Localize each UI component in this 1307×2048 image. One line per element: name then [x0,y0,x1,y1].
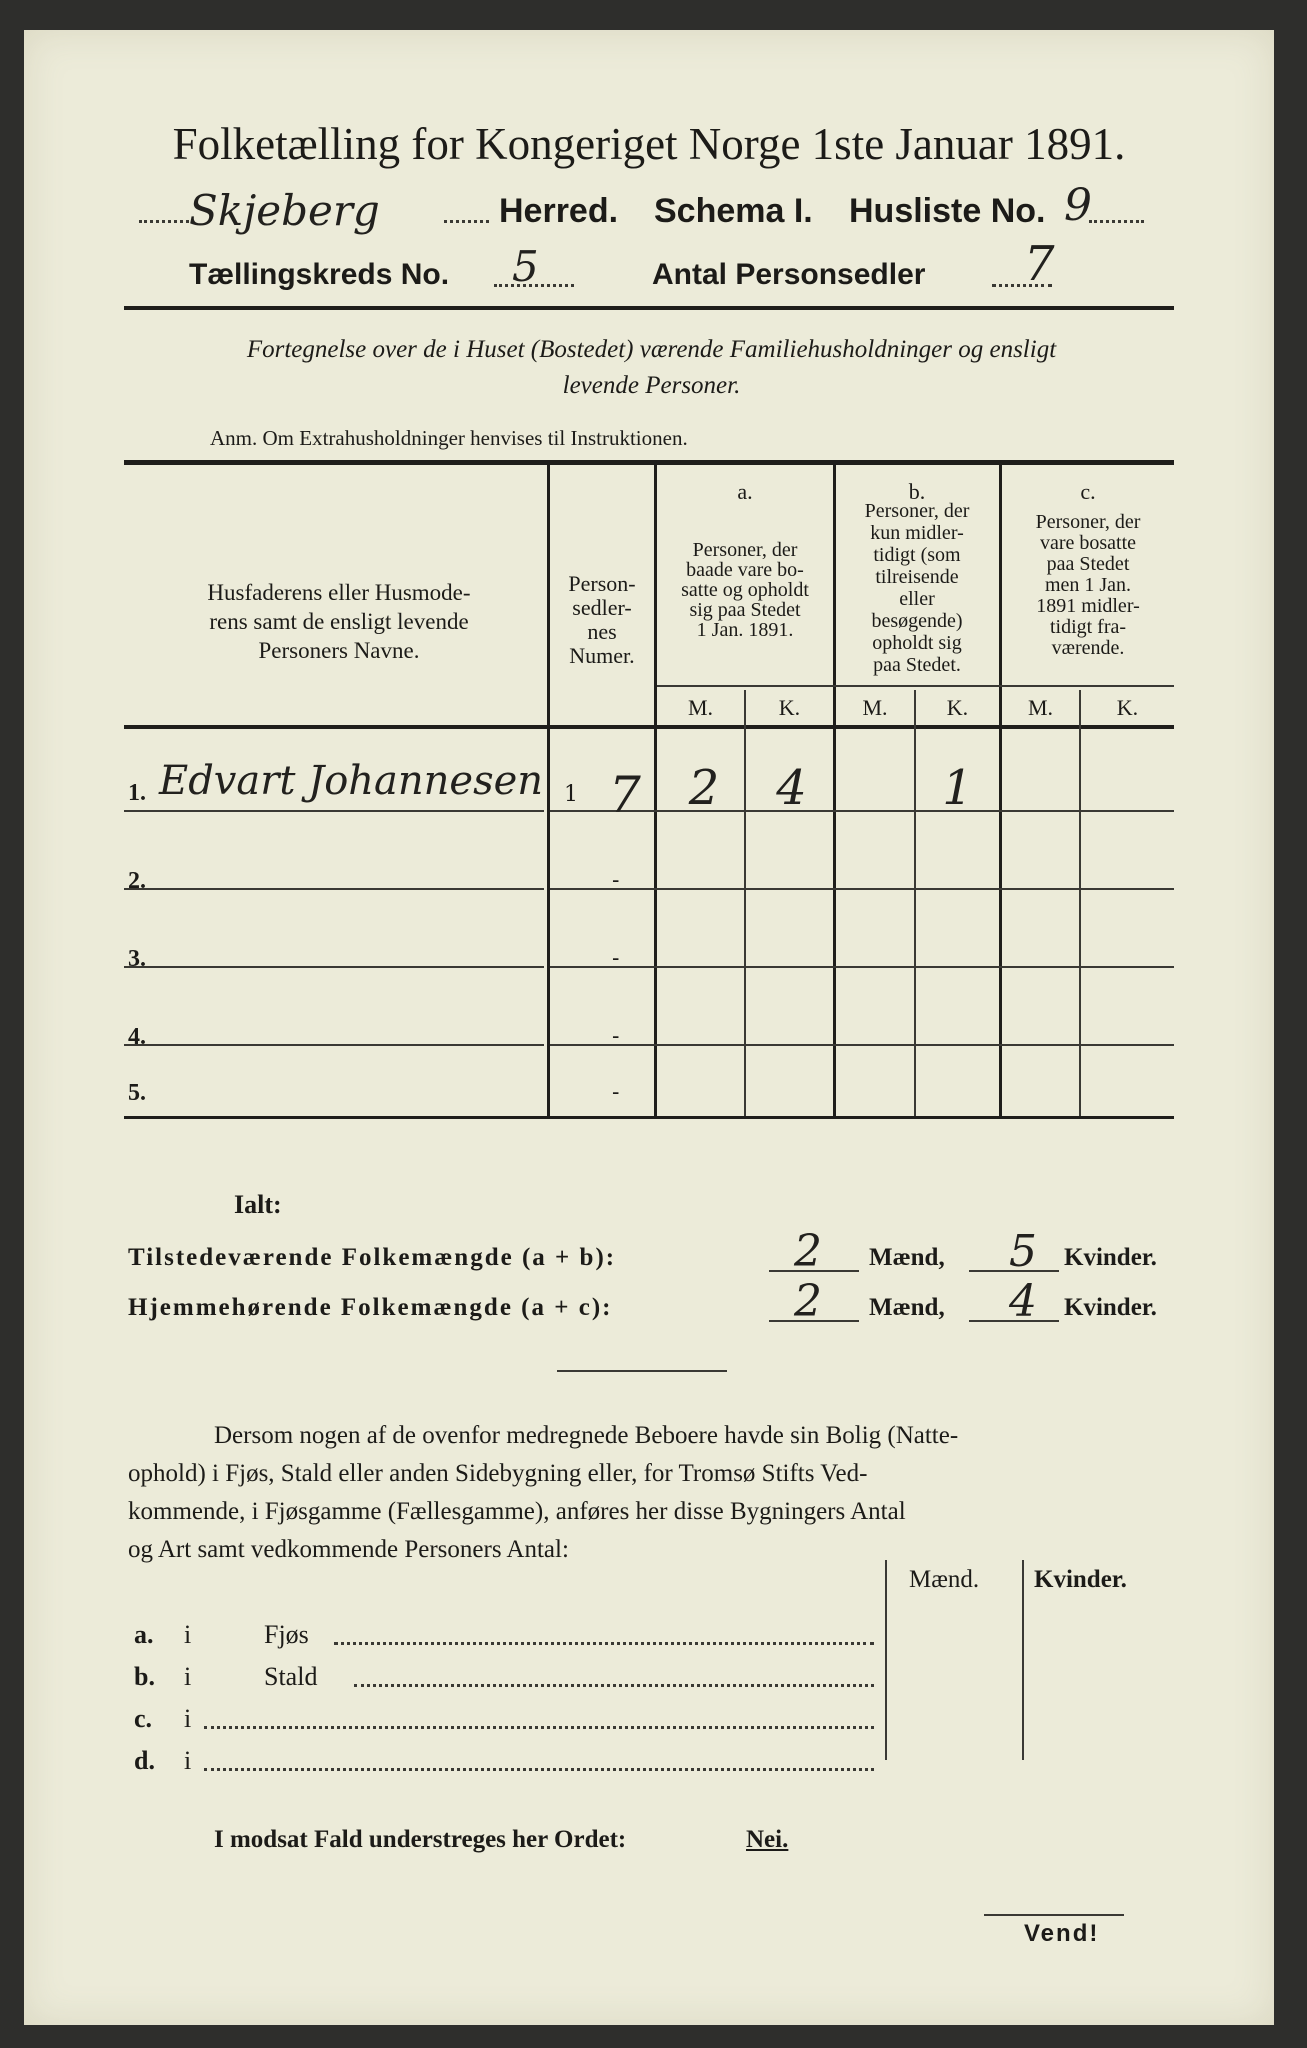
row-2-line-right [550,888,1174,890]
total-resident-kvinder: 4 [1009,1276,1037,1327]
schema-label: Schema I. [654,192,813,230]
kreds-value: 5 [512,242,539,291]
row-1-numer-prefix: 1 [564,782,578,807]
total-resident-kvinder-label: Kvinder. [1064,1294,1157,1321]
col-c-m-label: M. [1027,695,1054,720]
building-b-label: Stald [264,1662,318,1691]
col-line-b-mk [914,690,916,1116]
row-1-name: Edvart Johannesen [159,758,544,804]
kreds-label: Tællingskreds No. [189,258,450,291]
buildings-col-line-2 [1022,1560,1024,1760]
col-line-a-mk [744,690,746,1116]
row-3-line [124,966,544,968]
numer-header: Person- sedler- nes Numer. [568,571,636,668]
col-c-k-label: K. [1116,695,1139,720]
total-present-kvinder-label: Kvinder. [1064,1244,1157,1271]
row-2-numer: - [612,868,620,893]
anm-note: Anm. Om Extrahusholdninger henvises til Instruktionen. [210,426,688,450]
buildings-kvinder-header: Kvinder. [1034,1566,1127,1593]
total-present-label: Tilstedeværende Folkemængde (a + b): [128,1244,617,1271]
col-line-names [547,465,550,1116]
table-bottom-rule [124,1116,1174,1119]
row-1-line [124,810,544,812]
col-a-m-label: M. [687,695,714,720]
total-resident-label: Hjemmehørende Folkemængde (a + c): [128,1294,613,1321]
herred-label: Herred. [499,192,619,230]
col-line-c-mk [1079,690,1081,1116]
total-present-maend-label: Mænd, [869,1244,945,1271]
subtitle-line-1: Fortegnelse over de i Huset (Bostedet) værende Familiehusholdninger og ensligt [246,336,1057,363]
row-1-number: 1. [128,780,146,806]
col-a-header: Personer, der baade vare bo- satte og opholdt sig paa Stedet 1 Jan. 1891. [681,539,809,641]
mk-separator [657,685,1174,687]
building-b-letter: b. [134,1662,155,1691]
row-5-numer: - [612,1080,620,1105]
paragraph-line-3: kommende, i Fjøsgamme (Fællesgamme), anføres her disse Bygningers Antal [128,1498,906,1525]
building-d-dots [204,1768,874,1771]
col-c-letter: c. [1080,479,1096,504]
col-c-header: Personer, der vare bosatte paa Stedet men 1 Jan. 1891 midler- tidigt fra- værende. [1035,511,1141,659]
total-resident-maend: 2 [794,1276,822,1327]
modsat-word: Nei. [746,1826,789,1853]
paragraph-line-4: og Art samt vedkommende Personers Antal: [128,1536,569,1563]
ialt-label: Ialt: [234,1190,282,1219]
building-d-prep: i [184,1746,192,1775]
row-1-a-m: 2 [688,760,720,816]
building-a-dots [334,1642,874,1645]
col-a-letter: a. [737,479,753,504]
building-b-prep: i [184,1662,192,1691]
col-b-header: Personer, der kun midler- tidigt (som tilreisende eller besøgende) opholdt sig paa Stedet. [864,500,970,676]
building-a-letter: a. [134,1620,154,1649]
vend-label: Vend! [1024,1920,1100,1947]
section-divider [557,1370,727,1372]
vend-line [984,1914,1124,1916]
subtitle-line-2: levende Personer. [562,372,741,399]
row-4-number: 4. [128,1024,146,1050]
building-b-dots [354,1684,874,1687]
col-b-m-label: M. [862,695,888,720]
table-top-rule [124,460,1174,465]
row-4-line-right [550,1044,1174,1046]
paragraph-line-1: Dersom nogen af de ovenfor medregnede Beboere havde sin Bolig (Natte- [214,1422,959,1449]
building-a-prep: i [184,1620,192,1649]
total-present-maend: 2 [794,1226,822,1277]
husliste-dotted-line [1089,220,1144,223]
row-3-line-right [550,966,1174,968]
row-3-number: 3. [128,946,146,972]
row-1-b-k: 1 [942,760,973,816]
husliste-value: 9 [1064,180,1092,231]
form-title: Folketælling for Kongeriget Norge 1ste Januar 1891. [172,119,1126,169]
row-5-number: 5. [128,1080,146,1106]
antal-value: 7 [1024,236,1055,292]
row-4-line [124,1044,544,1046]
row-1-numer: 7 [609,766,641,824]
building-c-prep: i [184,1704,192,1733]
kreds-dotted-line [494,284,574,287]
col-b-k-label: K. [946,695,969,720]
total-present-kvinder: 5 [1009,1226,1037,1277]
building-c-dots [204,1726,874,1729]
husliste-label: Husliste No. [849,192,1046,230]
buildings-maend-header: Mænd. [909,1566,980,1593]
herred-dotted-line-2 [444,220,489,223]
paragraph-line-2: ophold) i Fjøs, Stald eller anden Sidebygning eller, for Tromsø Stifts Ved- [128,1460,868,1487]
header-rule [124,306,1174,310]
buildings-col-line-1 [885,1560,887,1760]
row-4-numer: - [612,1024,620,1049]
col-b-letter: b. [908,479,926,504]
building-a-label: Fjøs [264,1620,309,1649]
building-c-letter: c. [134,1704,153,1733]
table-header-rule [124,725,1174,729]
row-1-line-right [550,810,1174,812]
row-3-numer: - [612,946,620,971]
names-header: Husfaderens eller Husmode- rens samt de ensligt levende Personers Navne. [207,580,471,663]
col-line-numer [654,465,657,1116]
col-a-k-label: K. [778,695,801,720]
antal-label: Antal Personsedler [652,258,926,291]
herred-dotted-line [139,220,189,223]
row-2-number: 2. [128,868,146,894]
building-d-letter: d. [134,1746,155,1775]
census-form-page [24,30,1274,2025]
herred-value: Skjeberg [189,186,380,235]
modsat-text: I modsat Fald understreges her Ordet: [214,1826,627,1853]
row-1-a-k: 4 [776,760,807,816]
total-resident-maend-label: Mænd, [869,1294,945,1321]
row-2-line [124,888,544,890]
